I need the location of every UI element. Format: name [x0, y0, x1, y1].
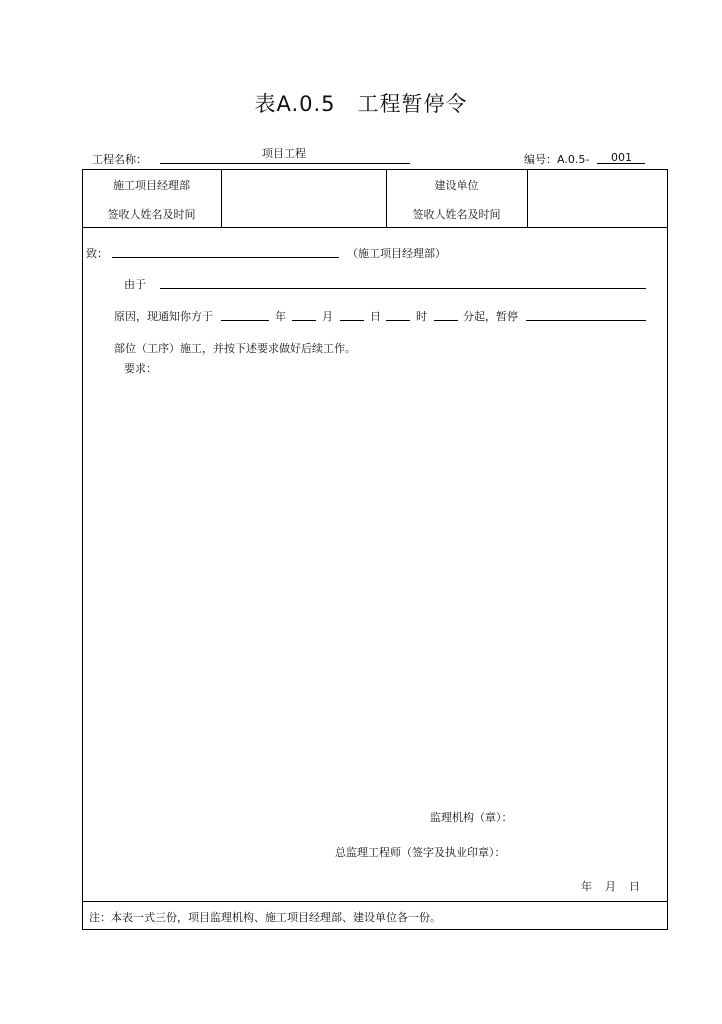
minute-field[interactable]	[434, 320, 458, 321]
contractor-label: 施工项目经理部	[113, 179, 190, 192]
month-label: 月	[322, 310, 333, 323]
requirements-field[interactable]	[114, 380, 644, 780]
project-name-value: 项目工程	[262, 147, 306, 160]
footer-divider	[82, 901, 668, 902]
hour-label: 时	[416, 310, 427, 323]
client-sign-label: 签收人姓名及时间	[412, 208, 501, 221]
form-number-label: 编号：A.0.5-	[524, 153, 590, 166]
due-to-label: 由于	[124, 278, 146, 291]
reason-field[interactable]	[160, 288, 646, 289]
suspend-text: 分起，暂停	[463, 310, 518, 323]
to-suffix: （施工项目经理部）	[347, 247, 446, 260]
to-recipient-field[interactable]	[112, 257, 339, 258]
supervision-org-label: 监理机构（章）：	[430, 811, 513, 824]
form-number-value: 001	[611, 151, 632, 164]
month-field[interactable]	[292, 320, 316, 321]
year-label: 年	[275, 310, 286, 323]
chief-engineer-label: 总监理工程师（签字及执业印章）：	[335, 846, 506, 859]
requirements-label: 要求：	[124, 362, 157, 375]
day-label: 日	[370, 310, 381, 323]
client-label: 建设单位	[434, 179, 479, 192]
day-field[interactable]	[340, 320, 364, 321]
client-sign-field[interactable]	[527, 177, 668, 217]
hour-field[interactable]	[386, 320, 410, 321]
footer-note: 注：本表一式三份，项目监理机构、施工项目经理部、建设单位各一份。	[89, 911, 441, 924]
instruction-line: 部位（工序）施工，并按下述要求做好后续工作。	[114, 342, 356, 355]
year-field[interactable]	[221, 320, 269, 321]
project-name-underline	[160, 163, 410, 164]
sign-table-bottom-border	[82, 227, 668, 228]
sign-date-label: 年 月 日	[581, 880, 641, 893]
to-label: 致：	[86, 247, 108, 260]
reason-prefix: 原因，现通知你方于	[114, 310, 213, 323]
suspended-part-field[interactable]	[526, 320, 646, 321]
project-name-label: 工程名称：	[92, 153, 147, 166]
contractor-sign-field[interactable]	[221, 177, 386, 217]
contractor-sign-label: 签收人姓名及时间	[107, 208, 196, 221]
page-title: 表A.0.5 工程暂停令	[254, 92, 468, 116]
